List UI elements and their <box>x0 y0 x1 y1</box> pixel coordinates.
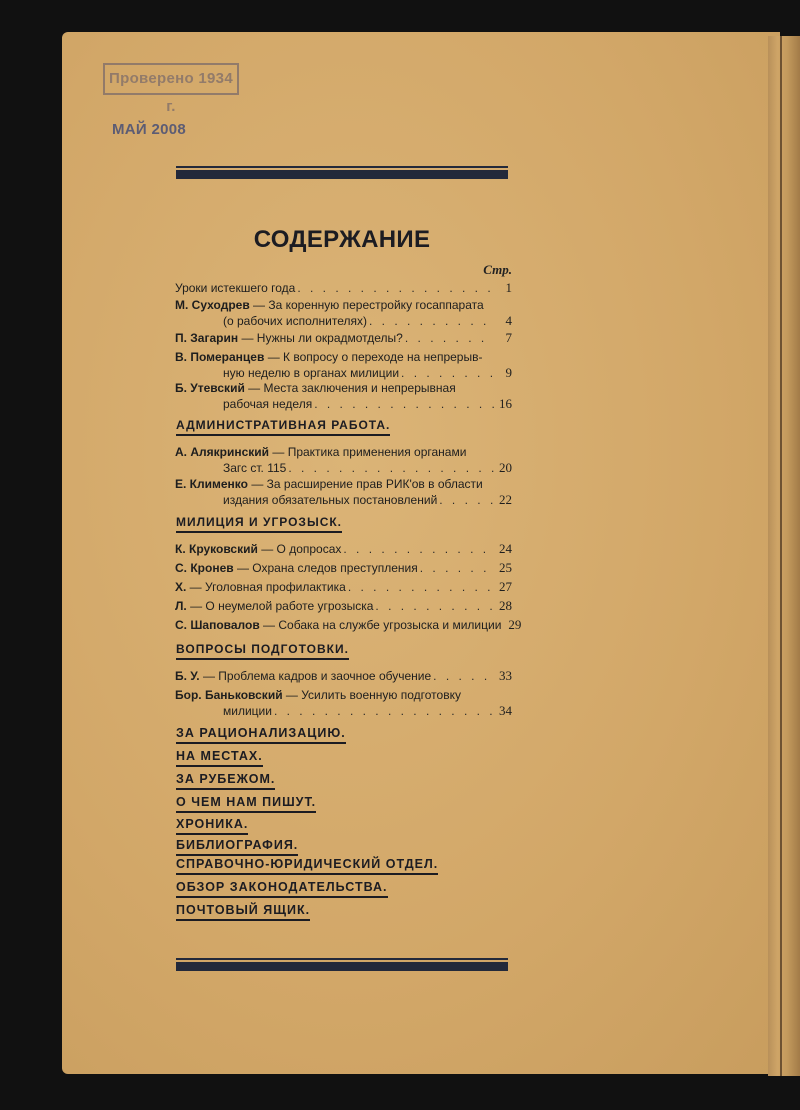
leader-dots <box>343 542 494 557</box>
leader-dots <box>401 366 494 381</box>
entry-title-continued: (о рабочих исполнителях) <box>223 314 367 328</box>
leader-dots <box>439 493 494 508</box>
section-heading[interactable]: О ЧЕМ НАМ ПИШУТ. <box>176 795 316 813</box>
leader-dots <box>348 580 494 595</box>
entry-author: Х. <box>175 580 190 594</box>
page-edge <box>768 36 800 1076</box>
toc-entry[interactable] <box>175 688 512 719</box>
entry-title: Уроки истекшего года <box>175 281 296 295</box>
entry-page-number: 24 <box>499 541 512 556</box>
toc-entry[interactable] <box>175 280 512 296</box>
entry-page-number: 16 <box>499 396 512 411</box>
entry-author: В. Померанцев <box>175 350 268 364</box>
entry-author: К. Круковский <box>175 542 262 556</box>
leader-dots <box>274 704 494 719</box>
toc-entry[interactable] <box>175 560 512 576</box>
entry-title: — Места заключения и непрерывная <box>248 381 456 395</box>
section-heading[interactable]: АДМИНИСТРАТИВНАЯ РАБОТА. <box>176 418 390 436</box>
entry-title-continued: милиции <box>223 704 272 718</box>
entry-title: — О допросах <box>261 542 342 556</box>
entry-page-number: 9 <box>505 365 512 380</box>
toc-entry[interactable] <box>175 617 522 633</box>
section-heading[interactable]: ХРОНИКА. <box>176 817 248 835</box>
section-heading[interactable]: ОБЗОР ЗАКОНОДАТЕЛЬСТВА. <box>176 880 388 898</box>
toc-entry[interactable] <box>175 541 512 557</box>
entry-title: — К вопросу о переходе на непрерыв- <box>267 350 483 364</box>
entry-author: С. Кронев <box>175 561 237 575</box>
entry-title: — О неумелой работе угрозыска <box>190 599 374 613</box>
entry-title-continued: Загс ст. 115 <box>223 461 287 475</box>
entry-page-number: 33 <box>499 668 512 683</box>
leader-dots <box>288 461 494 476</box>
entry-author: Б. У. <box>175 669 203 683</box>
entry-title: — За коренную перестройку госаппарата <box>253 298 484 312</box>
leader-dots <box>375 599 494 614</box>
entry-author: Е. Клименко <box>175 477 252 491</box>
entry-title: — За расширение прав РИК'ов в области <box>251 477 483 491</box>
entry-title: — Проблема кадров и заочное обучение <box>202 669 432 683</box>
top-rule <box>176 166 508 179</box>
entry-page-number: 20 <box>499 460 512 475</box>
entry-title-continued: ную неделю в органах милиции <box>223 366 400 380</box>
toc-entry[interactable] <box>175 579 512 595</box>
section-heading[interactable]: ЗА РУБЕЖОМ. <box>176 772 275 790</box>
toc-entry[interactable] <box>175 330 512 346</box>
section-heading[interactable]: МИЛИЦИЯ И УГРОЗЫСК. <box>176 515 342 533</box>
entry-title: — Нужны ли окрадмотделы? <box>241 331 403 345</box>
entry-title-continued: рабочая неделя <box>223 397 313 411</box>
page-column-label: Стр. <box>483 262 512 277</box>
entry-page-number: 25 <box>499 560 512 575</box>
toc-entry[interactable] <box>175 598 512 614</box>
leader-dots <box>297 281 494 296</box>
section-heading[interactable]: ЗА РАЦИОНАЛИЗАЦИЮ. <box>176 726 346 744</box>
entry-author: С. Шаповалов <box>175 618 264 632</box>
page-title: СОДЕРЖАНИЕ <box>253 226 431 253</box>
entry-title: — Практика применения органами <box>272 445 467 459</box>
leader-dots <box>314 397 494 412</box>
entry-page-number: 4 <box>505 313 512 328</box>
date-stamp: МАЙ 2008 <box>112 121 187 138</box>
toc-entry[interactable] <box>175 445 512 476</box>
entry-author: Л. <box>175 599 191 613</box>
entry-author: А. Алякринский <box>175 445 273 459</box>
toc-entry[interactable] <box>175 477 512 508</box>
entry-title: — Охрана следов преступления <box>236 561 418 575</box>
entry-page-number: 29 <box>508 617 522 632</box>
entry-title: — Уголовная профилактика <box>189 580 346 594</box>
entry-author: П. Загарин <box>175 331 242 345</box>
entry-author: М. Суходрев <box>175 298 254 312</box>
section-heading[interactable]: НА МЕСТАХ. <box>176 749 263 767</box>
entry-page-number: 22 <box>499 492 512 507</box>
leader-dots <box>433 669 494 684</box>
leader-dots <box>369 314 494 329</box>
leader-dots <box>420 561 494 576</box>
entry-page-number: 1 <box>505 280 512 295</box>
section-heading[interactable]: ПОЧТОВЫЙ ЯЩИК. <box>176 903 310 921</box>
entry-page-number: 28 <box>499 598 512 613</box>
entry-title: — Собака на службе угрозыска и милиции <box>263 618 502 632</box>
entry-author: Бор. Баньковский <box>175 688 286 702</box>
section-heading[interactable]: СПРАВОЧНО-ЮРИДИЧЕСКИЙ ОТДЕЛ. <box>176 857 438 875</box>
toc-entry[interactable] <box>175 350 512 381</box>
toc-entry[interactable] <box>175 668 512 684</box>
entry-page-number: 7 <box>505 330 512 345</box>
bottom-rule <box>176 958 508 971</box>
entry-title-continued: издания обязательных постановлений <box>223 493 438 507</box>
toc-entry[interactable] <box>175 381 512 412</box>
leader-dots <box>405 331 494 346</box>
entry-author: Б. Утевский <box>175 381 249 395</box>
entry-page-number: 34 <box>499 703 512 718</box>
entry-page-number: 27 <box>499 579 512 594</box>
archive-stamp: Проверено 1934 г. <box>103 63 239 95</box>
section-heading[interactable]: БИБЛИОГРАФИЯ. <box>176 838 298 856</box>
entry-title: — Усилить военную подготовку <box>285 688 461 702</box>
binding-line <box>780 36 782 1076</box>
toc-entry[interactable] <box>175 298 512 329</box>
section-heading[interactable]: ВОПРОСЫ ПОДГОТОВКИ. <box>176 642 349 660</box>
